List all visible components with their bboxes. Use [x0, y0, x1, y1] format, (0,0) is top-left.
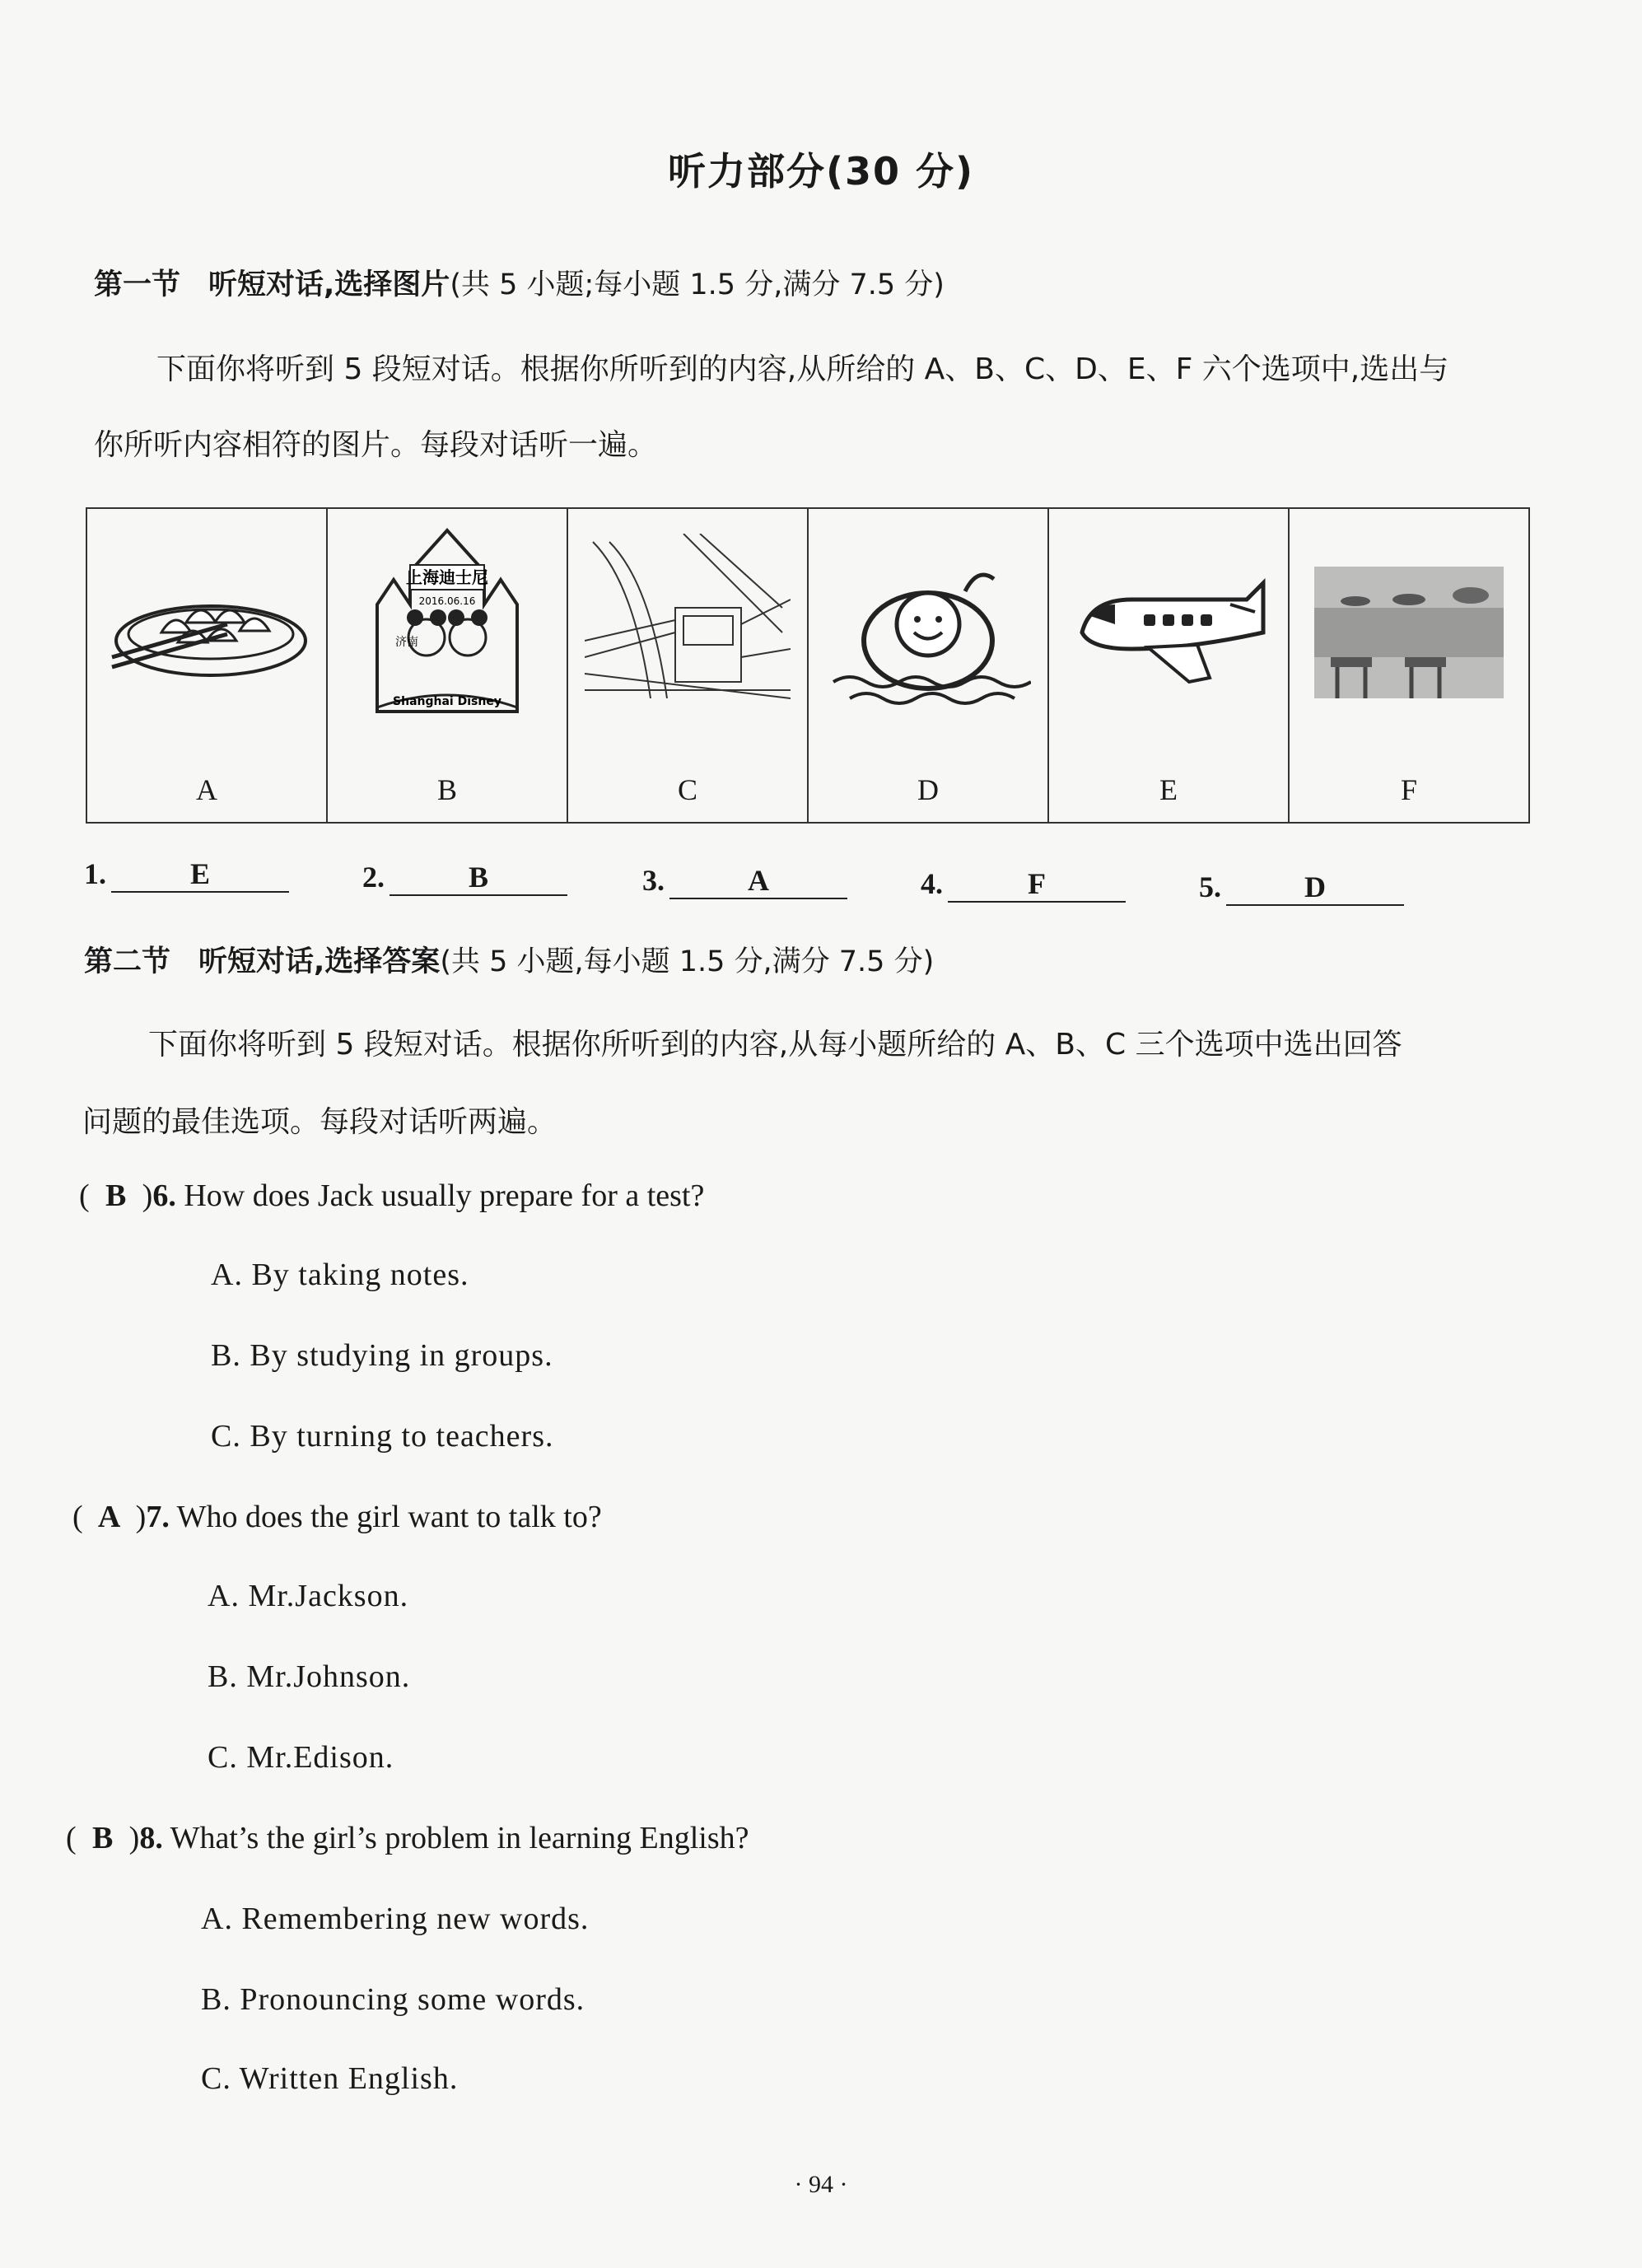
- question-8-number: 8.: [139, 1821, 163, 1855]
- question-6: ( B )6. How does Jack usually prepare for a test?: [79, 1178, 705, 1213]
- answer-5-value[interactable]: D: [1226, 870, 1404, 906]
- disney-side-text: 济南: [395, 636, 418, 649]
- page-number: · 94 ·: [794, 2171, 848, 2198]
- picture-cell-d: [809, 509, 1049, 822]
- question-6-option-b: B. By studying in groups.: [211, 1338, 553, 1373]
- answer-3-value[interactable]: A: [669, 863, 847, 899]
- picture-cell-b: [328, 509, 568, 822]
- picture-label-d: D: [917, 773, 939, 806]
- disney-ticket-icon: [344, 522, 550, 736]
- dining-table-icon: [1306, 550, 1512, 731]
- answer-1-number: 1.: [84, 857, 106, 890]
- picture-table: [86, 507, 1530, 824]
- question-8: ( B )8. What’s the girl’s problem in learning English?: [66, 1821, 749, 1855]
- picture-label-a: A: [196, 773, 217, 806]
- question-7-option-a: A. Mr.Jackson.: [208, 1579, 409, 1613]
- subway-train-icon: [585, 534, 791, 715]
- answer-1-value[interactable]: E: [111, 856, 289, 893]
- question-6-text: How does Jack usually prepare for a test?: [184, 1178, 705, 1213]
- answer-4: [921, 866, 1126, 903]
- question-6-answer[interactable]: B: [105, 1178, 127, 1213]
- question-7-text: Who does the girl want to talk to?: [176, 1500, 602, 1534]
- answer-2-value[interactable]: B: [390, 860, 567, 896]
- question-8-option-a: A. Remembering new words.: [201, 1902, 590, 1936]
- section2-heading: [84, 939, 934, 980]
- answer-5: [1199, 870, 1404, 906]
- swimming-icon: [825, 534, 1031, 715]
- question-7-option-c: C. Mr.Edison.: [208, 1740, 394, 1775]
- answer-3: [642, 863, 847, 899]
- answer-2: [362, 860, 567, 896]
- picture-label-f: F: [1400, 773, 1418, 806]
- question-6-number: 6.: [152, 1178, 176, 1213]
- section1-scoring: (共 5 小题;每小题 1.5 分,满分 7.5 分): [450, 268, 945, 301]
- picture-cell-e: [1049, 509, 1290, 822]
- answer-4-number: 4.: [921, 867, 943, 900]
- answer-5-number: 5.: [1199, 870, 1221, 903]
- question-8-option-c: C. Written English.: [201, 2061, 459, 2096]
- picture-cell-a: [87, 509, 328, 822]
- picture-label-c: C: [677, 773, 697, 806]
- picture-label-b: B: [436, 773, 457, 806]
- question-8-answer[interactable]: B: [91, 1821, 114, 1855]
- question-6-option-a: A. By taking notes.: [211, 1258, 469, 1292]
- section1-instruction-2: 你所听内容相符的图片。每段对话听一遍。: [94, 428, 658, 462]
- question-7: ( A )7. Who does the girl want to talk to?: [72, 1500, 602, 1534]
- disney-logo-text: Shanghai Disney: [393, 695, 501, 708]
- section2-instruction-1: 下面你将听到 5 段短对话。根据你所听到的内容,从每小题所给的 A、B、C 三个选项中选出回答: [148, 1028, 1402, 1062]
- picture-label-e: E: [1159, 773, 1178, 806]
- question-7-number: 7.: [146, 1500, 170, 1534]
- section1-title: 听短对话,选择图片: [208, 268, 450, 301]
- picture-cell-c: [568, 509, 809, 822]
- answer-1: [84, 856, 289, 893]
- section2-label: 第二节: [84, 945, 171, 978]
- dumplings-icon: [104, 542, 310, 707]
- section2-instruction-2: 问题的最佳选项。每段对话听两遍。: [82, 1105, 557, 1139]
- question-7-answer[interactable]: A: [97, 1500, 121, 1534]
- section1-instruction-1: 下面你将听到 5 段短对话。根据你所听到的内容,从所给的 A、B、C、D、E、F 六个选项中,选出与: [156, 352, 1449, 386]
- question-7-option-b: B. Mr.Johnson.: [208, 1659, 411, 1694]
- section1-label: 第一节: [94, 268, 181, 301]
- answer-4-value[interactable]: F: [948, 866, 1126, 903]
- question-6-option-c: C. By turning to teachers.: [211, 1419, 554, 1454]
- answer-3-number: 3.: [642, 864, 665, 897]
- disney-date-text: 2016.06.16: [418, 595, 476, 607]
- question-8-option-b: B. Pronouncing some words.: [201, 1982, 585, 2017]
- section2-scoring: (共 5 小题,每小题 1.5 分,满分 7.5 分): [440, 945, 935, 978]
- airplane-icon: [1066, 534, 1271, 715]
- section2-title: 听短对话,选择答案: [198, 945, 441, 978]
- answer-2-number: 2.: [362, 861, 385, 894]
- question-8-text: What’s the girl’s problem in learning English?: [170, 1821, 749, 1855]
- page-title: 听力部分(30 分): [667, 149, 975, 194]
- disney-sign-text: 上海迪士尼: [406, 567, 488, 587]
- picture-cell-f: [1290, 509, 1528, 822]
- section1-heading: [94, 262, 945, 303]
